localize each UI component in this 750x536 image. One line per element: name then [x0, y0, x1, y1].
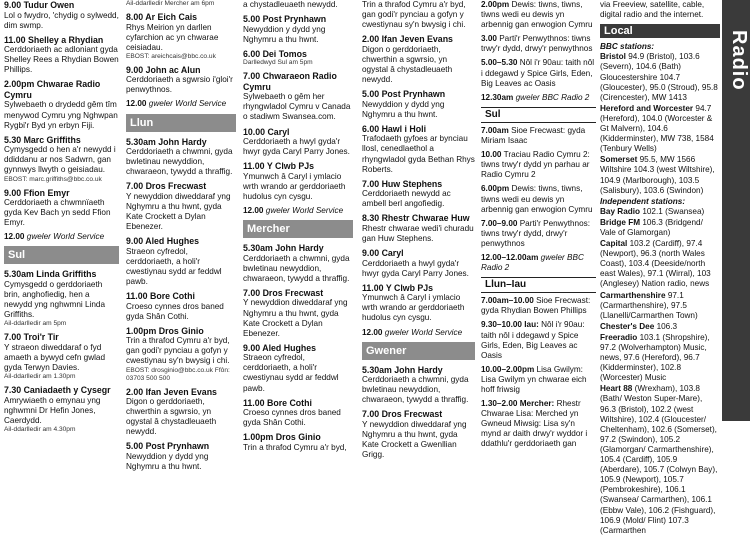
programme-time: 12.00–12.00am: [481, 252, 539, 262]
programme-description: Cerddoriaeth a chwmnïaeth gyda Kev Bach yn sedd Ffion Emyr.: [4, 198, 111, 228]
programme-description: Cerddoriaeth a chwmni, gyda bwletinau newyddion, chwaraeon, tywydd a thraffig.: [126, 147, 233, 177]
listing-entry: [243, 127, 353, 158]
programme-description: Cerddoriaeth ac adloniant gyda Shelley Rees a Rhydian Bowen Phillips.: [4, 45, 119, 75]
programme-title: 7.00 Dros Frecwast: [243, 287, 324, 298]
station-frequency: 94.7 (Hereford), 104.0 (Worcester & Gt Malvern), 104.6 (Kidderminster), MW 738, 1584 (Tenbury Wells): [600, 103, 714, 154]
listing-entry: [481, 296, 596, 316]
programme-title: 9.00 Tudur Owen: [4, 0, 75, 10]
listing-entry: [481, 365, 596, 395]
station-entry: [600, 291, 720, 321]
programme-title: 7.00 Troi'r Tir: [4, 332, 59, 343]
day-heading-sul: Sul: [481, 107, 596, 123]
column-1: [4, 0, 119, 433]
programme-description: Croeso cynnes dros baned gyda Shân Cothi.: [243, 408, 341, 428]
programme-title: 5.30am John Hardy: [243, 243, 324, 254]
programme-description: gweler BBC Radio 2: [481, 252, 584, 273]
station-name: Chester's Dee: [600, 321, 655, 331]
programme-description: Dewis: tiwns, tiwns, tiwns wedi eu dewis yn arbennig gan enwogion Cymru: [481, 184, 593, 214]
station-entry: [600, 384, 720, 535]
station-frequency: 97.1 (Carmarthenshire), 97.5 (Llanelli/Carmarthen Town): [600, 290, 698, 320]
programme-description: Croeso cynnes dros baned gyda Shân Cothi.: [126, 301, 224, 321]
programme-description: Sylwebaeth o drydedd gêm tîm menywod Cymru yng Nghwpan Rygbi'r Byd yn erbyn Fiji.: [4, 100, 118, 130]
programme-description: gweler World Service: [148, 99, 227, 109]
listing-entry: [362, 179, 475, 210]
programme-description: Newyddion y dydd yng Nghymru a thu hwnt.: [362, 99, 445, 119]
listing-entry: [243, 398, 353, 429]
station-frequency: 95.5, MW 1566 Wiltshire 104.3 (west Wiltshire), 104.9 (Marlborough), 103.5 (Salisbury), 103.6 (Swindon): [600, 155, 715, 195]
programme-title: 9.00 Aled Hughes: [243, 342, 317, 353]
listing-entry: [243, 161, 353, 202]
programme-time: 7.00am–10.00: [481, 296, 534, 306]
programme-title: 2.00 Ifan Jeven Evans: [126, 386, 217, 397]
listing-entry: [126, 291, 236, 322]
programme-description: Trin a thrafod Cymru a'r byd, gan godi'r pynciau a gofyn y cwestiynau sy'n bwysig i chi.: [126, 336, 230, 366]
listing-entry: [481, 320, 596, 360]
programme-description: Newyddion y dydd yng Nghymru a thu hwnt.: [126, 451, 209, 472]
programme-time: 12.00: [243, 206, 264, 216]
programme-title: 9.00 Caryl: [362, 248, 404, 259]
programme-description: Trin a thrafod Cymru a'r byd,: [243, 442, 347, 452]
station-entry: [600, 333, 720, 383]
programme-time: 2.00pm: [481, 0, 510, 9]
day-heading-gwener: Gwener: [362, 342, 475, 360]
programme-title: 5.00 Post Prynhawn: [126, 441, 210, 452]
programme-title: 9.00 Aled Hughes: [126, 236, 200, 247]
section-band: [722, 0, 750, 421]
station-frequency: 103.1 (Shropshire), 97.2 (Wolverhampton) Music, news, 97.6 (Hereford), 96.7 (Kidderminster), 102.8 (Worcester) Music: [600, 332, 710, 383]
day-heading-llun-iau: Llun–Iau: [481, 277, 596, 293]
programme-description: Parti'r Penwythnos: tiwns trwy'r dydd, drwy'r penwythnos: [481, 34, 593, 54]
listing-entry: [481, 34, 596, 54]
programme-description: Sylwebaeth o gêm her rhyngwladol Cymru v Canada o stadiwm Swansea.com.: [243, 92, 351, 122]
programme-title: 5.30am John Hardy: [362, 364, 443, 375]
listing-entry: [362, 34, 475, 85]
programme-time: 12.00: [126, 99, 147, 109]
programme-description: Newyddion y dydd yng Nghymru a thu hwnt.: [243, 24, 326, 44]
programme-description: Nôl i'r 90au: taith nôl i ddegawd y Spice Girls, Eden, Big Leaves ac Oasis: [481, 320, 585, 360]
programme-description: Cerddoriaeth newydd ac ambell berl angofiedig.: [362, 189, 451, 209]
station-name: Bay Radio: [600, 206, 641, 216]
listing-entry: [126, 65, 236, 96]
listing-entry: [126, 0, 236, 8]
station-name: Heart 88: [600, 384, 633, 394]
programme-description: Cerddoriaeth a hwyl gyda'r hwyr gyda Caryl Parry Jones.: [243, 137, 350, 157]
station-name: Hereford and Worcester: [600, 103, 694, 113]
programme-description: Traciau Radio Cymru 2: tiwns trwy'r dydd yn parhau ar Radio Cymru 2: [481, 150, 590, 180]
programme-contact: EBOST: marc.griffiths@bbc.co.uk: [4, 175, 102, 183]
programme-time: 3.00: [481, 34, 497, 44]
listing-entry: [126, 12, 236, 61]
programme-description: gweler World Service: [265, 206, 344, 216]
station-frequency: 106.3: [656, 321, 678, 331]
programme-time: 5.00–5.30: [481, 58, 518, 68]
programme-time: 12.00: [362, 327, 383, 337]
listing-entry: [362, 409, 475, 460]
listing-entry: [243, 288, 353, 339]
programme-description: Sioe Frecwast: gyda Rhydian Bowen Phillips: [481, 296, 591, 316]
programme-description: Ymunwch â Caryl i ymlacio wrth wrando ar gerddoriaeth hudolus cyn cysgu.: [362, 293, 465, 323]
programme-contact: EBOST: areichcais@bbc.co.uk: [126, 52, 216, 60]
programme-title: 11.00 Bore Cothi: [126, 291, 195, 302]
listing-entry: [4, 135, 119, 184]
programme-title: 9.00 Ffion Emyr: [4, 187, 70, 198]
bbc-stations-heading: BBC stations:: [600, 42, 655, 52]
listing-entry: [4, 385, 119, 434]
programme-time: 10.00–2.00pm: [481, 364, 535, 374]
programme-title: 8.00 Ar Eich Cais: [126, 12, 198, 22]
programme-title: 11.00 Y Clwb PJs: [362, 282, 434, 293]
column-4: [362, 0, 475, 460]
intro-text: via Freeview, satellite, cable, digital radio and the internet.: [600, 0, 705, 20]
section-label: Radio: [728, 30, 750, 91]
column-5: [481, 0, 596, 449]
listing-entry: [126, 236, 236, 287]
programme-time: 12.30am: [481, 92, 514, 102]
listing-entry: [362, 248, 475, 279]
programme-description: gweler BBC Radio 2: [515, 92, 590, 102]
column-2: [126, 0, 236, 472]
programme-title: 7.00 Chwaraeon Radio Cymru: [243, 71, 337, 92]
programme-title: 5.00 Post Prynhawn: [243, 14, 327, 25]
listing-entry: [481, 126, 596, 146]
programme-description: gweler World Service: [384, 327, 463, 337]
listing-entry: [4, 188, 119, 229]
listing-entry: [126, 137, 236, 178]
programme-title: 5.30am John Hardy: [126, 136, 207, 147]
programme-title: 7.00 Dros Frecwast: [362, 409, 443, 420]
listing-entry: [243, 14, 353, 45]
programme-description: Dewis: tiwns, tiwns, tiwns wedi eu dewis yn arbennig gan enwogion Cymru: [481, 0, 593, 30]
programme-description: Trin a thrafod Cymru a'r byd, gan godi'r pynciau a gofyn y cwestiynau sy'n bwysig i chi.: [362, 0, 466, 30]
listing-entry: [362, 213, 475, 244]
programme-title: 9.00 John ac Alun: [126, 64, 201, 75]
programme-description: Cerddoriaeth a chwmni, gyda bwletinau newyddion, chwaraeon, tywydd a thraffig.: [362, 375, 469, 405]
listing-entry: [481, 184, 596, 214]
listing-entry: [4, 0, 119, 31]
programme-description: Y newyddion diweddaraf yng Nghymru a thu hwnt, gyda Kate Crockett a Dylan Ebenezer.: [243, 298, 348, 338]
programme-title: 2.00pm Chwarae Radio Cymru: [4, 79, 101, 100]
station-entry: [600, 104, 720, 154]
listing-entry: [481, 219, 596, 249]
station-entry: [600, 207, 720, 217]
column-3: [243, 0, 353, 452]
programme-time: 9.30–10.00 Iau:: [481, 320, 539, 330]
programme-title: 6.00 Hawl i Holi: [362, 123, 427, 134]
listing-entry: [362, 124, 475, 175]
station-name: Somerset: [600, 155, 638, 165]
programme-description: Y newyddion diweddaraf yng Nghymru a thu hwnt, gyda Kate Crockett a Gwenllian Grigg.: [362, 419, 467, 460]
programme-description: Rhestr Chwarae Lisa: Merched yn Gwneud Miwsig: Lisa sy'n mynd ar daith drwy'r wyddor i ddathlu'r gerddoriaeth gan: [481, 399, 588, 449]
station-name: Bridge FM: [600, 217, 641, 227]
local-heading: Local: [600, 24, 720, 38]
listing-entry: [481, 0, 596, 30]
station-name: Freeradio: [600, 332, 638, 342]
station-frequency: 94.9 (Bristol), 103.6 (Severn), 104.6 (Bath) Gloucestershire 104.7 (Gloucester), 95.0 (Stroud), 95.8 (Cirencester), MW 1413: [600, 52, 718, 102]
day-heading-mercher: Mercher: [243, 220, 353, 238]
programme-title: 10.00 Caryl: [243, 126, 290, 137]
programme-title: 11.00 Y Clwb PJs: [243, 161, 315, 172]
station-entry: [600, 155, 720, 195]
programme-description: Rhestr chwarae wedi'i churadu gan Huw Stephens.: [362, 223, 474, 243]
programme-description: Digon o gerddoriaeth, chwerthin a sgwrsio, yn ogystal â chystadleuaeth newydd.: [126, 397, 217, 437]
programme-description: Sioe Frecwast: gyda Miriam Isaac: [481, 125, 586, 146]
listing-entry: [243, 0, 353, 10]
programme-description: gweler World Service: [26, 232, 105, 242]
programme-repeat: Darlledwyd Sul am 5pm: [243, 59, 313, 67]
station-name: Bristol: [600, 52, 626, 62]
listing-entry: [362, 283, 475, 324]
programme-description: Nôl i'r 90au: taith nôl i ddegawd y Spice Girls, Eden, Big Leaves ac Oasis: [481, 58, 595, 88]
column-6: [600, 0, 720, 535]
listing-entry: [126, 326, 236, 383]
listing-entry: [126, 99, 236, 109]
programme-description: Cymysgedd o hen a'r newydd i ddiddanu ar nos Sadwrn, gan gynnwys llwyth o geisiadau.: [4, 145, 116, 175]
programme-time: 12.00: [4, 232, 25, 242]
listing-entry: [4, 232, 119, 242]
programme-description: Y newyddion diweddaraf yng Nghymru a thu hwnt, gyda Kate Crockett a Dylan Ebenezer.: [126, 191, 231, 232]
programme-description: Cymysgedd o gerddoriaeth brin, anghofiedig, hen a newydd yng nghwmni Linda Griffiths.: [4, 279, 106, 320]
programme-time: 6.00pm: [481, 184, 510, 194]
programme-title: 5.00 Post Prynhawn: [362, 89, 446, 100]
station-entry: [600, 52, 720, 102]
programme-description: Cerddoriaeth a hwyl gyda'r hwyr gyda Caryl Parry Jones.: [362, 258, 469, 278]
station-name: Capital: [600, 239, 628, 249]
programme-description: Straeon cyfredol, cerddoriaeth, a holi'r cwestiynau sydd ar feddwl pawb.: [126, 246, 222, 286]
station-frequency: 106.3 (Bridgend/ Vale of Glamorgan): [600, 217, 703, 237]
programme-time: 10.00: [481, 150, 502, 160]
listing-entry: [4, 79, 119, 130]
programme-time: 1.30–2.00 Mercher:: [481, 399, 555, 409]
programme-repeat: Ail-ddarlledir Mercher am 6pm: [126, 0, 215, 7]
day-heading-sul: Sul: [4, 246, 119, 264]
programme-description: a chystadleuaeth newydd.: [243, 0, 338, 9]
listing-entry: [243, 243, 353, 284]
programme-title: 5.30am Linda Griffiths: [4, 269, 97, 280]
listing-entry: [243, 343, 353, 394]
programme-description: Amrywiaeth o emynau yng nghwmni Dr Hefin Jones, Caerdydd.: [4, 395, 101, 425]
listing-entry: [481, 58, 596, 88]
programme-contact: EBOST: drosginio@bbc.co.uk Ffôn: 03703 500 500: [126, 366, 230, 382]
station-entry: [600, 322, 720, 332]
programme-title: 1.00pm Dros Ginio: [243, 432, 321, 443]
programme-title: 7.00 Dros Frecwast: [126, 181, 207, 192]
programme-title: 1.00pm Dros Ginio: [126, 325, 204, 336]
station-entry: [600, 218, 720, 238]
programme-repeat: Ail-ddarlledir am 5pm: [4, 320, 67, 328]
programme-description: Trafodaeth gyfoes ar bynciau llosl, cenedlaethol a rhyngwladol gyda Bethan Rhys Roberts.: [362, 134, 475, 174]
programme-description: Digon o gerddoriaeth, chwerthin a sgwrsio, yn ogystal â chystadleuaeth newydd.: [362, 44, 453, 85]
station-entry: [600, 239, 720, 289]
programme-time: 7.00am: [481, 125, 509, 135]
programme-description: Straeon cyfredol, cerddoriaeth, a holi'r cwestiynau sydd ar feddwl pawb.: [243, 353, 339, 393]
programme-description: Ymunwch â Caryl i ymlacio wrth wrando ar gerddoriaeth hudolus cyn cysgu.: [243, 171, 346, 201]
listing-entry: [243, 206, 353, 216]
station-name: Carmarthenshire: [600, 290, 666, 300]
listing-entry: [126, 181, 236, 232]
listing-entry: [243, 71, 353, 122]
station-frequency: 103.2 (Cardiff), 97.4 (Newport), 96.3 (north Wales Coast), 103.4 (Deeside/north east Wales), 97.1 (Wirral), 103 (Anglesey) Nation radio, news: [600, 239, 711, 289]
listing-entry: [362, 0, 475, 30]
listing-entry: [481, 93, 596, 103]
programme-title: 8.30 Rhestr Chwarae Huw: [362, 213, 470, 224]
programme-title: 11.00 Shelley a Rhydian: [4, 34, 104, 45]
listing-entry: [243, 432, 353, 453]
programme-description: Cerddoriaeth a sgwrsio i'gloi'r penwythnos.: [126, 75, 233, 95]
programme-repeat: Ail-ddarlledir am 4.30pm: [4, 425, 76, 433]
programme-description: Cerddoriaeth a chwmni, gyda bwletinau newyddion, chwaraeon, tywydd a thraffig.: [243, 253, 350, 283]
programme-title: 11.00 Bore Cothi: [243, 397, 312, 408]
programme-title: 2.00 Ifan Jeven Evans: [362, 34, 453, 45]
programme-repeat: Ail-ddarlledir am 1.30pm: [4, 373, 76, 381]
listing-entry: [243, 49, 353, 68]
programme-title: 5.30 Marc Griffiths: [4, 134, 81, 145]
listing-entry: [4, 332, 119, 381]
programme-description: Lisa Gwilym: Lisa Gwilym yn chwarae eich hoff friwsig: [481, 364, 587, 394]
station-frequency: 102.1 (Swansea): [642, 206, 705, 216]
listing-entry: [481, 253, 596, 273]
listing-entry: [4, 269, 119, 328]
listing-entry: [4, 35, 119, 76]
listing-entry: [362, 89, 475, 120]
listing-entry: [481, 399, 596, 449]
listing-entry: [481, 150, 596, 180]
listing-entry: [362, 328, 475, 338]
programme-title: 6.00 Dei Tomos: [243, 48, 307, 59]
programme-description: Parti'r Penwythnos: tiwns trwy'r dydd, drwy'r penwythnos: [481, 218, 590, 248]
station-frequency: (Wrexham), 103.8 (Bath/ Weston Super-Mare), 96.3 (Bristol), 102.2 (west Wiltshire), 102.4 (Gloucester/ Cheltenham), 102.6 (Somerset), 97.2 (Swindon), 105.2 (Glamorgan/ Carmarthenshire), 105.4 (Cardiff), 105.9 (Aberdare), 105.7 (Colwyn Bay), 105.9 (Newport), 105.7 (Pembrokeshire), 106.1 (Swansea/ Carmarthen), 106.1 (Ebbw Vale), 106.2 (Fishguard), 106.9 (Mold/ Flint) 107.3 (Carmarthen: [600, 384, 718, 535]
independent-stations-heading: Independent stations:: [600, 196, 686, 206]
listing-entry: [126, 441, 236, 472]
programme-description: Y straeon diweddaraf o fyd amaeth a bywyd cefn gwlad gyda Terwyn Davies.: [4, 342, 106, 372]
programme-description: Rhys Meirion yn darllen cyfarchion ac yn chwarae ceisiadau.: [126, 22, 219, 52]
day-heading-llun: Llun: [126, 114, 236, 132]
listing-entry: [126, 387, 236, 438]
programme-title: 7.00 Huw Stephens: [362, 178, 443, 189]
listing-entry: [362, 365, 475, 406]
programme-time: 7.00–9.00: [481, 218, 518, 228]
programme-description: Lol o fwydro, 'chydig o sylwedd, dim swmp.: [4, 10, 119, 30]
programme-title: 7.30 Caniadaeth y Cysegr: [4, 385, 111, 396]
